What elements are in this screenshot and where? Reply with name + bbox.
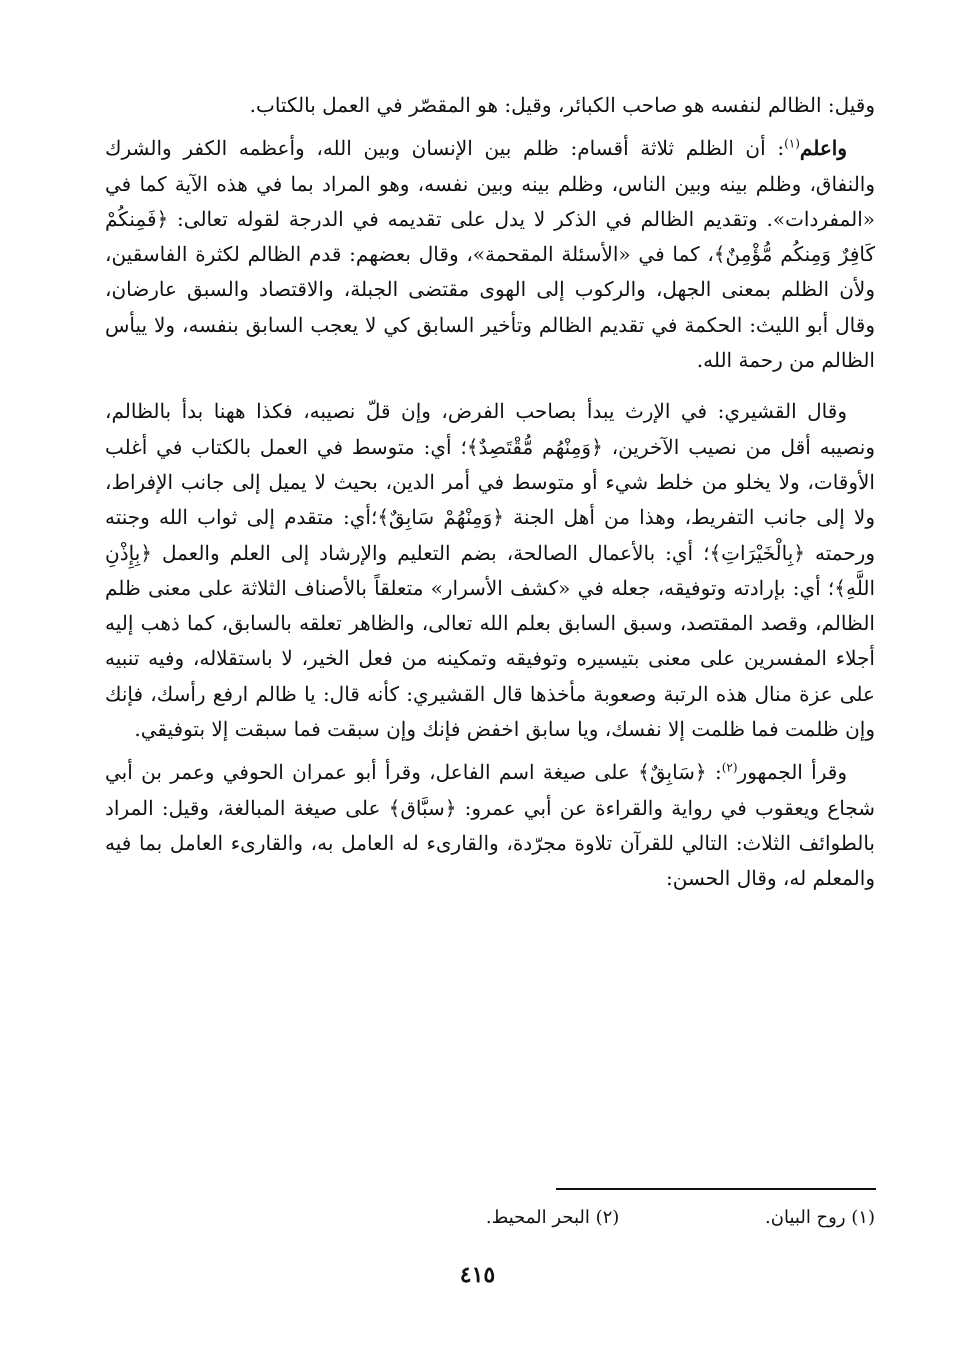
paragraph-2 — [105, 131, 875, 378]
paragraph-4 — [105, 755, 875, 896]
footnote-divider — [556, 1188, 876, 1190]
paragraph-1: وقيل: الظالم لنفسه هو صاحب الكبائر، وقيل: هو المقصّر في العمل بالكتاب. — [249, 93, 875, 117]
page-number: ٤١٥ — [459, 1262, 496, 1288]
footnotes — [105, 1203, 875, 1233]
main-text — [105, 88, 875, 897]
footnote-ref-2: (٢) — [721, 760, 738, 775]
paragraph-3: وقال القشيري: في الإرث يبدأ بصاحب الفرض، وإن قلّ نصيبه، فكذا ههنا بدأ بالظالم، ونصيبه أقل من نصيب الآخرين، ﴿وَمِنْهُم مُّقْتَصِدٌ﴾؛ أي: متوسط في العمل بالكتاب في أغلب الأوقات، ولا يخلو من خلط شيء أو متوسط في أمر الدين، بحيث لا يميل إلى جانب الإفراط، ولا إلى جانب التفريط، وهذا من أهل الجنة ﴿وَمِنْهُمْ سَابِقٌ﴾؛أي: متقدم إلى ثواب الله وجنته ورحمته ﴿بِالْخَيْرَاتِ﴾؛ أي: بالأعمال الصالحة، بضم التعليم والإرشاد إلى العلم والعمل ﴿بِإِذْنِ اللَّهِ﴾؛ أي: بإرادته وتوفيقه، جعله في «كشف الأسرار» متعلقاً بالأصناف الثلاثة على معنى ظلم الظالم، وقصد المقتصد، وسبق السابق بعلم الله تعالى، والظاهر تعلقه بالسابق، كما ذهب إليه أجلاء المفسرين على معنى بتيسيره وتوفيقه وتمكينه من فعل الخير، لا باستقلاله، وفيه تنبيه على عزة منال هذه الرتبة وصعوبة مأخذها قال القشيري: كأنه قال: يا ظالم ارفع رأسك، فإنك وإن ظلمت فما ظلمت إلا نفسك، ويا سابق اخفض فإنك وإن سبقت فما سبقت إلا بتوفيقي. — [105, 399, 875, 742]
paragraph-4-lead: وقرأ الجمهور — [737, 760, 847, 785]
footnote-1: (١) روح البيان. — [765, 1207, 875, 1228]
paragraph-4-text: : ﴿سَابِقٌ﴾ على صيغة اسم الفاعل، وقرأ أبو عمران الحوفي وعمر بن أبي شجاع ويعقوب في رواية والقراءة عن أبي عمرو: ﴿سبَّاق﴾ على صيغة المبالغة، وقيل: المراد بالطوائف الثلاث: التالي للقرآن تلاوة مجرّدة، والقارىء له العامل به، والقارىء العامل بما فيه والمعلم له، وقال الحسن: — [105, 760, 875, 891]
footnote-ref-1: (١) — [784, 136, 800, 151]
paragraph-2-text: : أن الظلم ثلاثة أقسام: ظلم بين الإنسان وبين الله، وأعظمه الكفر والشرك والنفاق، وظلم بينه وبين الناس، وظلم بينه وبين نفسه، وهو المراد بما في هذه الآية كما في «المفردات». وتقديم الظالم في الذكر لا يدل على تقديمه في الدرجة لقوله تعالى: ﴿فَمِنكُمْ كَافِرٌ وَمِنكُم مُّؤْمِنٌ﴾، كما في «الأسئلة المقحمة»، وقال بعضهم: قدم الظالم لكثرة الفاسقين، ولأن الظلم بمعنى الجهل، والركوب إلى الهوى مقتضى الجبلة، والاقتصاد والسبق عارضان، وقال أبو الليث: الحكمة في تقديم الظالم وتأخير السابق كي لا يعجب السابق بنفسه، ولا ييأس الظالم من رحمة الله. — [105, 136, 875, 373]
paragraph-2-lead: واعلم — [799, 136, 847, 161]
footnote-2: (٢) البحر المحيط. — [485, 1207, 620, 1228]
